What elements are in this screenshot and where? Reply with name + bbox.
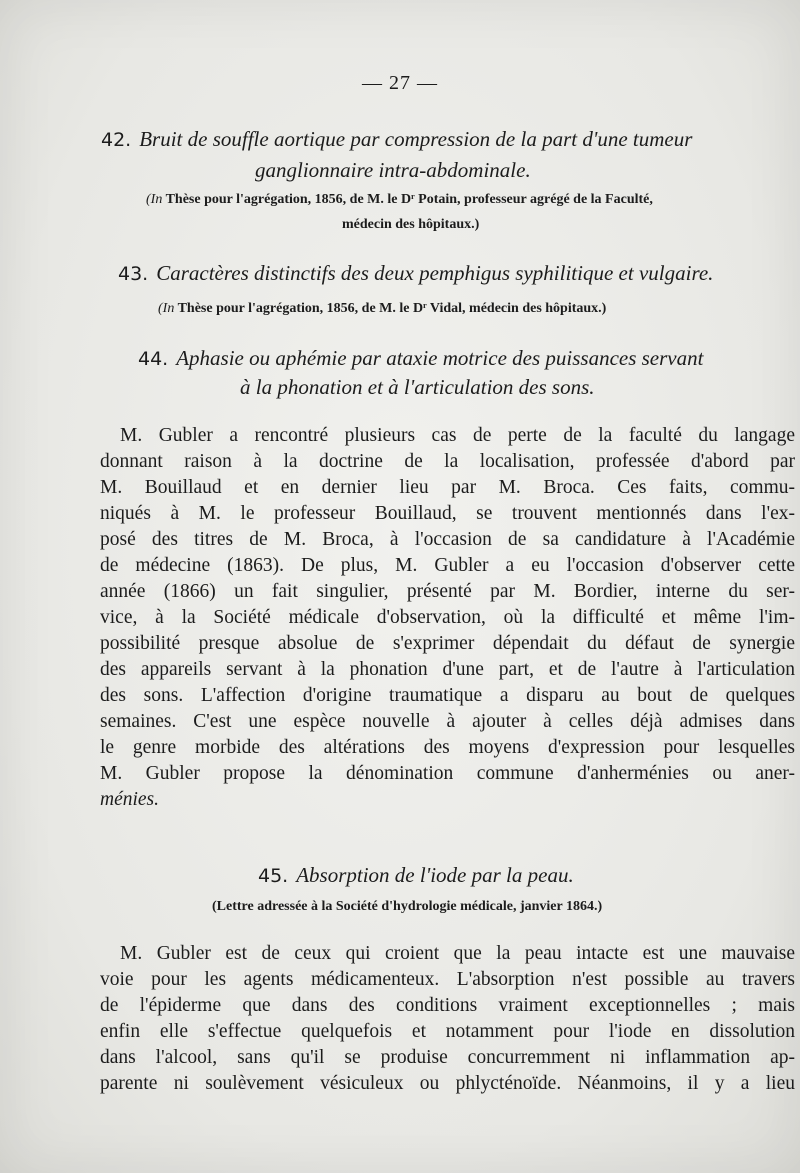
paragraph-line: posé des titres de M. Broca, à l'occasion de sa candidature à l'Académie [100,529,795,550]
paragraph-line: le genre morbide des altérations des moyens d'expression pour lesquelles [100,737,795,758]
paragraph-line: M. Gubler a rencontré plusieurs cas de perte de la faculté du langage [120,425,795,446]
paragraph-line: voie pour les agents médicamenteux. L'absorption n'est possible au travers [100,969,795,990]
entry-43-caption [158,298,606,320]
entry-43-title-text: Caractères distinctifs des deux pemphigus syphilitique et vulgaire. [156,261,714,285]
entry-43-title [118,258,713,289]
entry-44-title-text: Aphasie ou aphémie par ataxie motrice des puissances servant [176,346,704,370]
entry-45-title-text: Absorption de l'iode par la peau. [296,863,574,887]
entry-42-caption-rest: Thèse pour l'agrégation, 1856, de M. le Dʳ Potain, professeur agrégé de la Faculté, [165,192,653,207]
entry-44-number: 44. [138,348,169,370]
entry-45-number: 45. [258,865,289,887]
paragraph-line: ménies. [100,789,160,810]
paragraph-line: niqués à M. le professeur Bouillaud, se trouvent mentionnés dans l'ex- [100,503,795,524]
entry-42-title-line2: ganglionnaire intra-abdominale. [255,158,531,182]
paragraph-line: M. Gubler propose la dénomination commune d'anherménies ou aner- [100,763,795,784]
paragraph-line: semaines. C'est une espèce nouvelle à ajouter à celles déjà admises dans [100,711,795,732]
entry-42-caption-line2: médecin des hôpitaux.) [342,217,480,232]
paragraph-line: M. Bouillaud et en dernier lieu par M. Broca. Ces faits, commu- [100,477,795,498]
paragraph-line: des appareils servant à la phonation d'une part, et de l'autre à l'articulation [100,659,795,680]
paragraph-line: possibilité presque absolue de s'exprimer dépendait du défaut de synergie [100,633,795,654]
entry-43-caption-prefix: (In [158,301,175,316]
entry-42-number: 42. [101,129,132,151]
paragraph-line: parente ni soulèvement vésiculeux ou phlycténoïde. Néanmoins, il y a lieu [100,1073,795,1094]
paragraph-line: des sons. L'affection d'origine traumatique a disparu au bout de quelques [100,685,795,706]
entry-42-caption-line1 [146,189,653,211]
paragraph-line: enfin elle s'effectue quelquefois et notamment pour l'iode en dissolution [100,1021,795,1042]
paragraph-line: de médecine (1863). De plus, M. Gubler a eu l'occasion d'observer cette [100,555,795,576]
paragraph-line: donnant raison à la doctrine de la localisation, professée d'abord par [100,451,795,472]
entry-42-caption-prefix: (In [146,192,163,207]
paragraph-line: vice, à la Société médicale d'observation, où la difficulté et même l'im- [100,607,795,628]
entry-42-title-text: Bruit de souffle aortique par compression de la part d'une tumeur [139,127,693,151]
entry-44-title-line1 [138,343,703,374]
page-number: — 27 — [362,72,438,94]
entry-45-caption: (Lettre adressée à la Société d'hydrologie médicale, janvier 1864.) [212,899,603,914]
entry-42-title-line1 [101,124,692,155]
entry-45-title [258,860,574,891]
entry-44-title-line2: à la phonation et à l'articulation des sons. [240,375,595,399]
paragraph-line: dans l'alcool, sans qu'il se produise concurremment ni inflammation ap- [100,1047,795,1068]
paragraph-line: année (1866) un fait singulier, présenté par M. Bordier, interne du ser- [100,581,795,602]
paragraph-line: M. Gubler est de ceux qui croient que la peau intacte est une mauvaise [120,943,795,964]
entry-43-number: 43. [118,263,149,285]
entry-43-caption-rest: Thèse pour l'agrégation, 1856, de M. le Dʳ Vidal, médecin des hôpitaux.) [177,301,607,316]
paragraph-line: de l'épiderme que dans des conditions vraiment exceptionnelles ; mais [100,995,795,1016]
